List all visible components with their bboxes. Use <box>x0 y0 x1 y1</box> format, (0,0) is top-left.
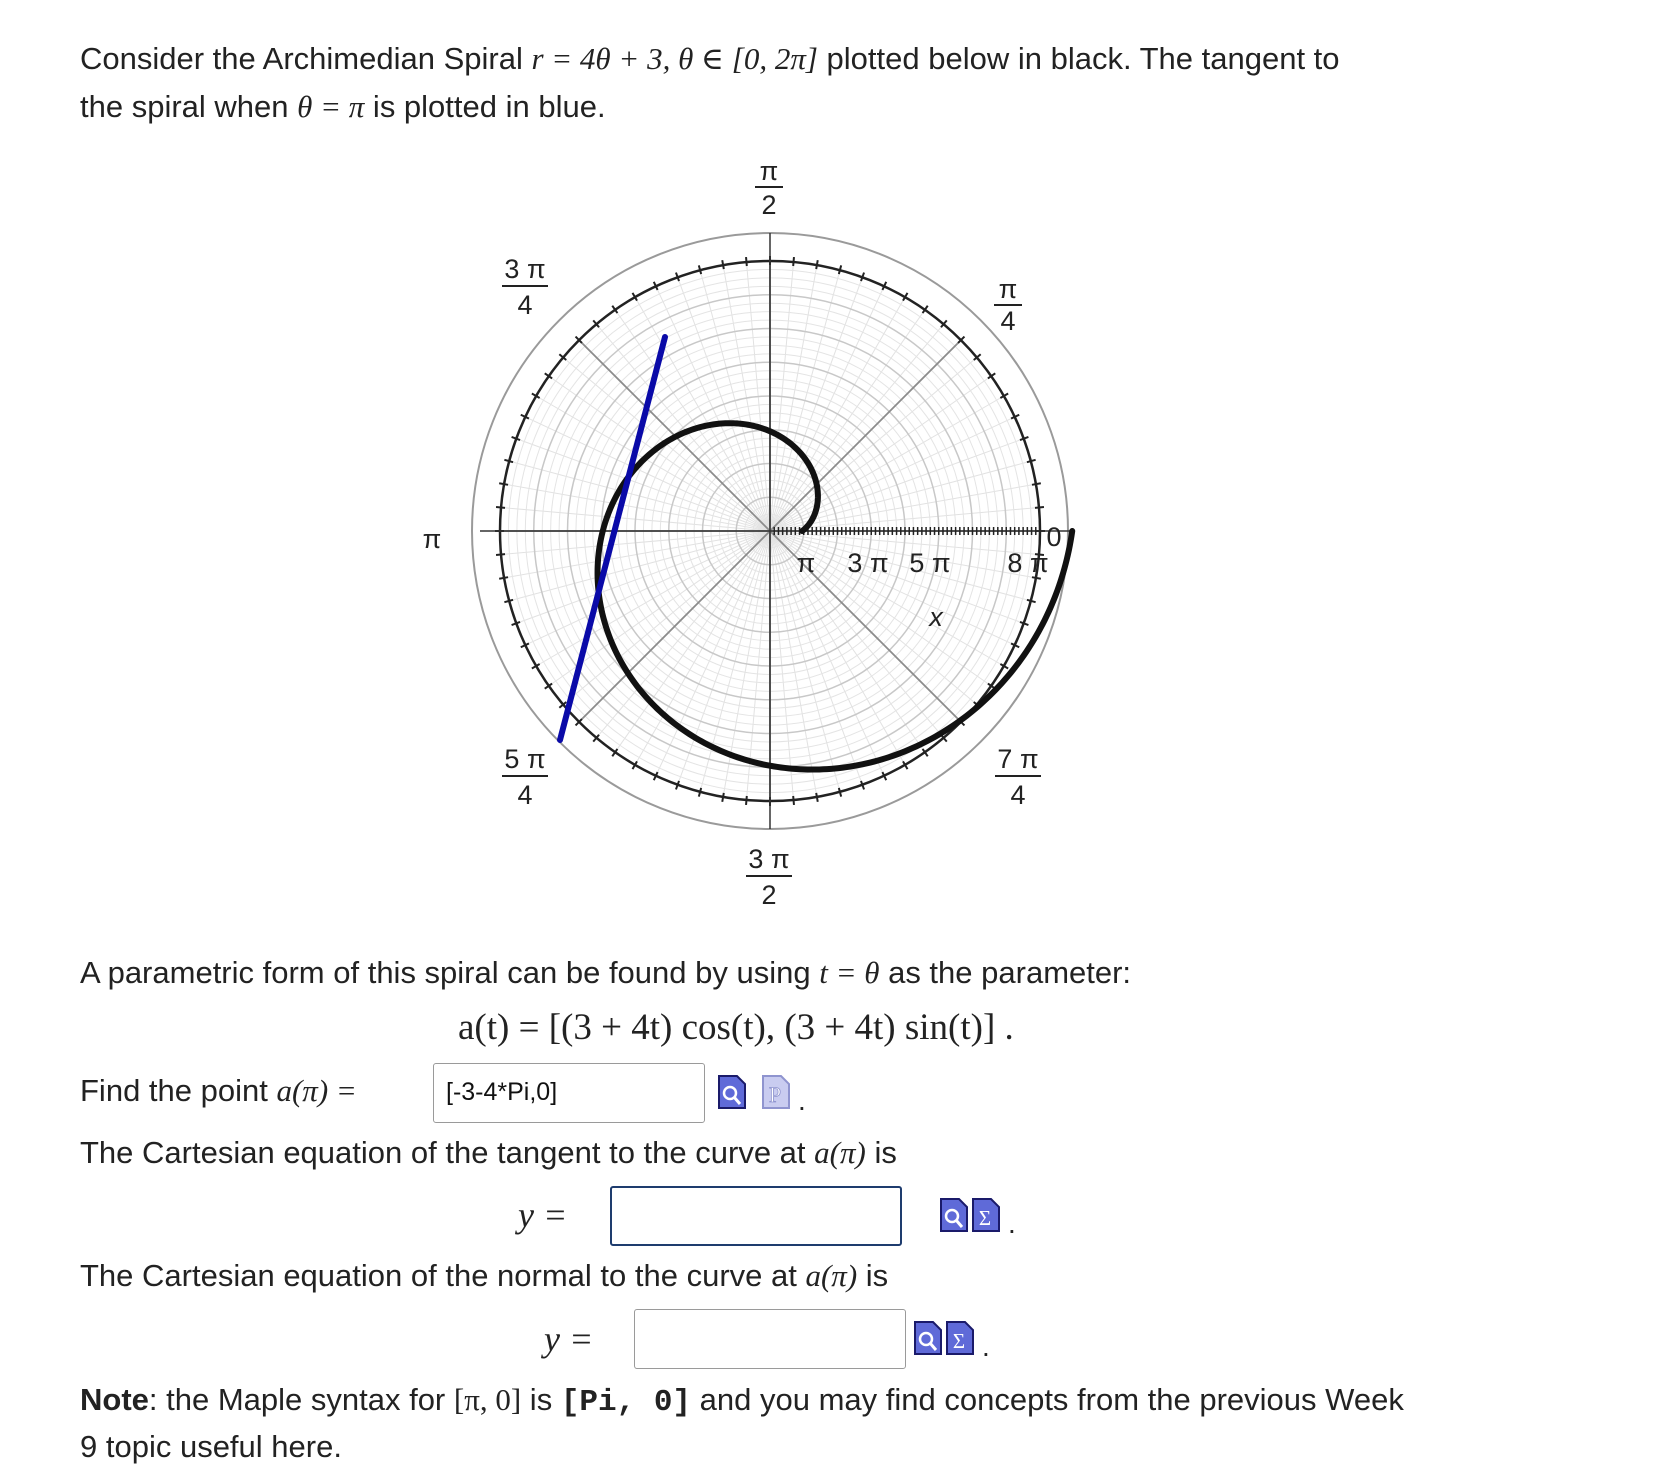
angle-label-3pi-over-4 <box>502 254 548 320</box>
angle-label-7pi-over-4 <box>995 744 1041 810</box>
find-point-label <box>80 1068 357 1114</box>
angle-label-pi-over-2-num: π <box>759 156 779 186</box>
intro-text-1: Consider the Archimedian Spiral <box>80 41 532 76</box>
angle-label-pi: π <box>422 524 442 554</box>
preview-icon[interactable] <box>914 1321 942 1355</box>
preview-icon[interactable] <box>718 1075 746 1109</box>
boundary-tick <box>793 796 794 805</box>
tangent-answer-input[interactable] <box>610 1186 902 1246</box>
boundary-tick <box>816 260 818 269</box>
normal-question <box>80 1253 888 1299</box>
boundary-tick <box>499 483 508 485</box>
param-intro-text-2: as the parameter: <box>879 955 1132 990</box>
equation-editor-icon[interactable] <box>946 1321 974 1355</box>
boundary-tick <box>504 600 513 602</box>
note-code: [Pi, 0] <box>560 1385 692 1420</box>
note-line-1 <box>80 1377 1404 1426</box>
tangent-dot: . <box>1008 1208 1016 1239</box>
boundary-tick <box>746 796 747 805</box>
normal-y-label: y = <box>544 1319 594 1359</box>
intro-text-4: is plotted in blue. <box>364 89 606 124</box>
boundary-tick <box>699 788 701 797</box>
boundary-tick <box>816 793 818 802</box>
radial-label-pi: π <box>796 548 816 578</box>
point-dot: . <box>798 1085 806 1116</box>
angle-label-3pi-over-2-den: 2 <box>761 880 777 910</box>
intro-text-2: plotted below in black. The tangent to <box>817 41 1340 76</box>
boundary-tick <box>1035 507 1044 508</box>
angle-label-0: 0 <box>1046 522 1062 552</box>
angle-label-5pi-over-4-num: 5 π <box>504 744 546 774</box>
tangent-y-label: y = <box>518 1195 568 1235</box>
boundary-tick <box>722 260 724 269</box>
normal-text: The Cartesian equation of the normal to the curve at <box>80 1258 806 1293</box>
intro-line-1 <box>80 36 1340 82</box>
angle-label-pi-over-4-den: 4 <box>1000 306 1016 336</box>
plain-text-icon[interactable] <box>762 1075 790 1109</box>
svg-text:P: P <box>768 1082 782 1107</box>
preview-icon[interactable] <box>940 1198 968 1232</box>
find-math: a(π) = <box>276 1073 357 1108</box>
normal-math: a(π) <box>805 1258 858 1293</box>
spiral-equation: r = 4θ + 3, θ ∈ [0, 2π] <box>531 41 818 76</box>
angle-label-pi-over-4-num: π <box>998 274 1018 304</box>
tangent-question <box>80 1130 897 1176</box>
angle-label-pi-over-2-den: 2 <box>761 190 777 220</box>
note-text-3: and you may find concepts from the previous Week <box>691 1382 1404 1417</box>
point-answer-input[interactable]: [-3-4*Pi,0] <box>433 1063 705 1123</box>
find-text: Find the point <box>80 1073 277 1108</box>
param-intro-text-1: A parametric form of this spiral can be found by using <box>80 955 820 990</box>
angle-label-7pi-over-4-num: 7 π <box>997 744 1039 774</box>
note-math: [π, 0] <box>453 1382 522 1417</box>
angle-label-3pi-over-4-num: 3 π <box>504 254 546 284</box>
radial-label-3pi: 3 π <box>847 548 889 578</box>
note-text-2: is <box>521 1382 561 1417</box>
tangent-text-end: is <box>865 1135 897 1170</box>
boundary-tick <box>504 460 513 462</box>
note-text-1: : the Maple syntax for <box>148 1382 454 1417</box>
boundary-tick <box>839 265 841 274</box>
normal-answer-input[interactable] <box>634 1309 906 1369</box>
tangent-math: a(π) <box>814 1135 866 1170</box>
equation-editor-icon[interactable] <box>972 1198 1000 1232</box>
angle-label-pi-over-4 <box>994 274 1022 336</box>
angle-label-pi-over-2 <box>755 156 783 220</box>
boundary-tick <box>1027 600 1036 602</box>
intro-line-2 <box>80 84 606 130</box>
boundary-tick <box>496 554 505 555</box>
radial-label-8pi: 8 π <box>1007 548 1049 578</box>
parametric-formula: a(t) = [(3 + 4t) cos(t), (3 + 4t) sin(t)] . <box>458 1007 1014 1048</box>
normal-text-end: is <box>857 1258 889 1293</box>
angle-label-5pi-over-4-den: 4 <box>517 780 533 810</box>
angle-label-5pi-over-4 <box>502 744 548 810</box>
tangent-text: The Cartesian equation of the tangent to the curve at <box>80 1135 815 1170</box>
axis-label-x: x <box>929 602 943 632</box>
angle-label-3pi-over-2 <box>746 844 792 910</box>
angle-label-3pi-over-4-den: 4 <box>517 290 533 320</box>
angle-label-7pi-over-4-den: 4 <box>1010 780 1026 810</box>
angle-label-3pi-over-2-num: 3 π <box>748 844 790 874</box>
note-bold: Note <box>80 1382 149 1417</box>
boundary-tick <box>793 257 794 266</box>
boundary-tick <box>1027 460 1036 462</box>
parametric-intro <box>80 950 1131 996</box>
param-choice: t = θ <box>819 955 880 990</box>
svg-text:Σ: Σ <box>978 1206 992 1230</box>
boundary-tick <box>722 793 724 802</box>
normal-dot: . <box>982 1331 990 1362</box>
boundary-tick <box>496 507 505 508</box>
boundary-tick <box>499 577 508 579</box>
polar-plot <box>420 150 1120 920</box>
boundary-tick <box>1032 483 1041 485</box>
radial-label-5pi: 5 π <box>909 548 951 578</box>
svg-text:Σ: Σ <box>952 1329 966 1353</box>
boundary-tick <box>699 265 701 274</box>
boundary-tick <box>839 788 841 797</box>
theta-condition: θ = π <box>297 89 365 124</box>
intro-text-3: the spiral when <box>80 89 298 124</box>
note-line-2: 9 topic useful here. <box>80 1429 342 1464</box>
boundary-tick <box>746 257 747 266</box>
